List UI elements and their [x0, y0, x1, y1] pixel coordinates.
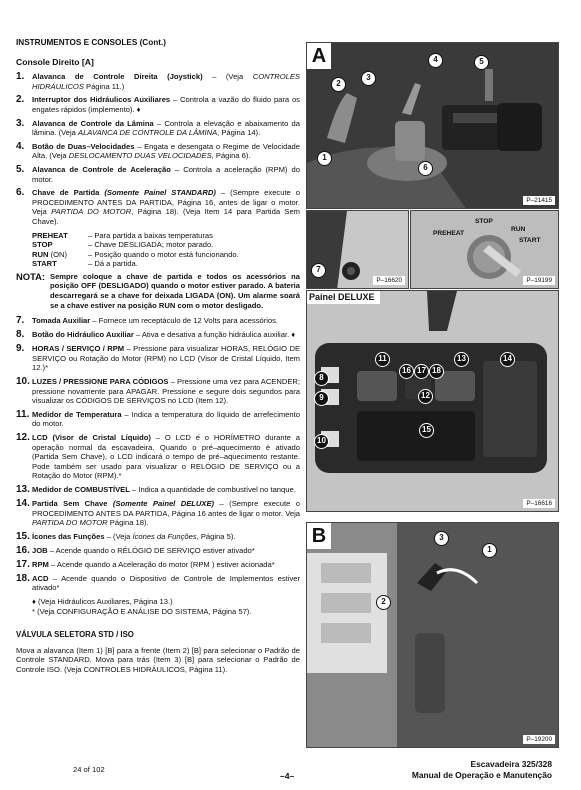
callout-18: 18 — [429, 364, 444, 379]
item-number: 3. — [16, 117, 25, 129]
item-number: 15. — [16, 530, 30, 542]
item-number: 5. — [16, 163, 25, 175]
list-item — [16, 433, 300, 481]
list-item — [16, 330, 300, 340]
list-item — [16, 316, 300, 326]
item-description: Botão do Hidráulico Auxiliar – Ativa e desativa a função hidráulica auxiliar. ♦ — [32, 330, 296, 340]
note-text: Sempre coloque a chave de partida e todos os acessórios na posição OFF (DESLIGADO) quando o motor estiver parado. A bateria descarregará se a chave for deixada LIGADA (ON). Um alarme soará se a chave estiver na posição RUN com o motor desligado. — [50, 271, 300, 310]
figure-a-console — [306, 42, 559, 209]
list-item — [16, 188, 300, 226]
callout-8: 8 — [314, 371, 329, 386]
photo-code-deluxe: P–16616 — [523, 499, 555, 508]
item-description: Interruptor dos Hidráulicos Auxiliares – Controla a vazão do fluido para os engates rápidos (implemento). ♦ — [32, 95, 300, 114]
figure-deluxe-panel — [306, 290, 559, 512]
item-description: Ícones das Funções – (Veja Ícones da Funções, Página 5). — [32, 531, 236, 541]
callout-a-1: 1 — [317, 151, 332, 166]
key-label-run: RUN — [511, 226, 526, 233]
list-item — [16, 119, 300, 138]
item-number: 7. — [16, 315, 25, 327]
item-description: JOB – Acende quando o RÉLÓGIO DE SERVIÇO estiver ativado* — [32, 545, 255, 555]
item-description: ACD – Acende quando o Dispositivo de Controle de Implementos estiver ativado* — [32, 573, 300, 593]
figure-aux-outlet — [306, 210, 409, 289]
list-item — [16, 574, 300, 593]
item-description: Alavanca de Controle da Lâmina – Controla a elevação e abaixamento da lâmina. (Veja ALAVANCA DE CONTROLE DA LÂMINA, Página 14). — [32, 118, 300, 138]
callout-b-3: 3 — [434, 531, 449, 546]
list-item — [16, 165, 300, 184]
deluxe-title: Painel DELUXE — [307, 291, 380, 304]
item-number: 9. — [16, 343, 25, 355]
key-label-stop: STOP — [475, 218, 493, 225]
legend-row: STOP – Chave DESLIGADA; motor parado. — [32, 240, 214, 250]
page-heading: INSTRUMENTOS E CONSOLES (Cont.) — [16, 38, 166, 47]
list-item — [16, 72, 300, 91]
page-number: –4– — [280, 771, 295, 781]
manual-title-line2: Manual de Operação e Manutenção — [411, 770, 552, 780]
list-item — [16, 344, 300, 373]
item-list-1 — [16, 72, 300, 226]
item-description: LCD (Visor de Cristal Líquido) – O LCD é o HORÍMETRO durante a operação normal da escavadeira. Quando o pré–aquecimento é ativado (Partida Sem Chave), o LCD indicará o tempo de pré–aquecimento restante. Pode também ser usado para visualizar o RELÓGIO DE SERVIÇO ou a Rotação do Motor (RPM).* — [32, 433, 300, 481]
item-description: Alavanca de Controle Direita (Joystick) – (Veja CONTROLES HIDRÁULICOS Página 11.) — [32, 72, 300, 91]
item-description: LUZES / PRESSIONE PARA CÓDIGOS – Pressione uma vez para ACENDER; pressione novamente para APAGAR. Pressione e segure dois segundos para visualizar os CÓDIGOS DE SERVIÇOS no LCD (Item 12). — [32, 377, 300, 406]
photo-code-key: P–19199 — [523, 276, 555, 285]
list-item — [16, 560, 300, 570]
item-description: Botão de Duas–Velocidades – Engata e desengata o Regime de Velocidade Alta. (Veja DESLOCAMENTO DUAS VELOCIDADES, Página 6). — [32, 141, 300, 161]
console-photo — [307, 43, 559, 209]
item-number: 1. — [16, 71, 25, 83]
list-item — [16, 377, 300, 406]
callout-10: 10 — [314, 434, 329, 449]
list-item — [16, 95, 300, 114]
list-item — [16, 142, 300, 161]
callout-a-3: 3 — [361, 71, 376, 86]
item-description: Alavanca de Controle de Aceleração – Controla a aceleração (RPM) do motor. — [32, 164, 300, 184]
item-description: Medidor de Temperatura – Indica a temperatura do líquido de arrefecimento do motor. — [32, 409, 300, 429]
callout-b-2: 2 — [376, 595, 391, 610]
footnote-2: * (Veja CONFIGURAÇÃO E ANÁLISE DO SISTEMA, Página 57). — [32, 606, 252, 616]
section-text-selector: Mova a alavanca (Item 1) [B] para a frente (Item 2) [B] para selecionar o Padrão de Controle STANDARD. Mova para trás (Item 3) [B] para selecionar o Padrão de Controle ISO. (Veja CONTROLES HIDRÁULICOS, Página 11). — [16, 645, 300, 674]
item-number: 18. — [16, 572, 30, 584]
key-legend — [32, 231, 300, 269]
list-item — [16, 410, 300, 429]
list-item — [16, 499, 300, 528]
item-number: 14. — [16, 497, 30, 509]
section-subheading: Console Direito [A] — [16, 56, 94, 67]
callout-a-6: 6 — [418, 161, 433, 176]
list-item — [16, 532, 300, 542]
item-description: Chave de Partida (Somente Painel STANDARD) – (Sempre execute o PROCEDIMENTO ANTES DA PARTIDA, Página 16, antes de ligar o motor. Veja PARTIDA DO MOTOR, Página 18). (Veja Item 14 para Partida Sem Chave). — [32, 188, 300, 226]
callout-a-4: 4 — [428, 53, 443, 68]
item-number: 10. — [16, 376, 30, 388]
item-number: 4. — [16, 140, 25, 152]
legend-row: PREHEAT – Para partida a baixas temperaturas — [32, 230, 213, 240]
figure-key-switch — [410, 210, 559, 289]
item-description: Tomada Auxiliar – Fornece um receptáculo de 12 Volts para acessórios. — [32, 316, 279, 326]
page-counter: 24 of 102 — [73, 765, 105, 774]
item-number: 11. — [16, 408, 30, 420]
text-column — [16, 38, 300, 675]
footnote-1: ♦ (Veja Hidráulicos Auxiliares, Página 13.) — [32, 596, 173, 606]
callout-12: 12 — [418, 389, 433, 404]
item-description: Partida Sem Chave (Somente Painel DELUXE) – (Sempre execute o PROCEDIMENTO ANTES DA PARTIDA, Página 16 antes de ligar o motor. Veja PARTIDA DO MOTOR Página 18). — [32, 498, 301, 528]
callout-13: 13 — [454, 352, 469, 367]
section-title-selector: VÁLVULA SELETORA STD / ISO — [16, 630, 134, 640]
manual-title-line1: Escavadeira 325/328 — [470, 759, 552, 769]
callout-7: 7 — [311, 263, 326, 278]
legend-row: START – Dá a partida. — [32, 259, 138, 269]
key-label-preheat: PREHEAT — [433, 230, 465, 237]
figure-letter-b: B — [307, 523, 331, 549]
callout-9: 9 — [314, 391, 329, 406]
item-number: 12. — [16, 432, 30, 443]
selector-photo — [307, 523, 559, 748]
callout-a-2: 2 — [331, 77, 346, 92]
legend-row: RUN (ON) – Posição quando o motor está funcionando. — [32, 249, 239, 259]
callout-14: 14 — [500, 352, 515, 367]
item-description: RPM – Acende quando a Aceleração do motor (RPM ) estiver acionada* — [32, 559, 275, 569]
item-number: 16. — [16, 544, 30, 556]
figure-b-selector — [306, 522, 559, 748]
deluxe-panel-photo — [307, 291, 559, 512]
item-description: Medidor de COMBUSTÍVEL – Indica a quantidade de combustível no tanque. — [32, 484, 296, 494]
item-number: 2. — [16, 94, 25, 106]
figure-letter-a: A — [307, 43, 331, 69]
key-label-start: START — [519, 237, 541, 244]
photo-code-7: P–16620 — [373, 276, 405, 285]
list-item — [16, 546, 300, 556]
photo-code-a: P–21415 — [523, 196, 555, 205]
list-item — [16, 485, 300, 495]
item-number: 13. — [16, 483, 30, 495]
note-block — [16, 272, 300, 310]
callout-11: 11 — [375, 352, 390, 367]
item-list-2 — [16, 316, 300, 593]
item-description: HORAS / SERVIÇO / RPM – Pressione para visualizar HORAS, RELÓGIO DE SERVIÇO ou Rotação do Motor (RPM) no LCD (Visor de Cristal Líquido, Item 12.)* — [32, 344, 301, 373]
note-label: NOTA: — [16, 270, 45, 282]
callout-b-1: 1 — [482, 543, 497, 558]
callout-16: 16 — [399, 364, 414, 379]
photo-code-b: P–19200 — [523, 735, 555, 744]
item-number: 17. — [16, 558, 30, 570]
callout-a-5: 5 — [474, 55, 489, 70]
item-number: 6. — [16, 187, 25, 199]
callout-15: 15 — [419, 423, 434, 438]
item-number: 8. — [16, 329, 25, 341]
callout-17: 17 — [414, 364, 429, 379]
